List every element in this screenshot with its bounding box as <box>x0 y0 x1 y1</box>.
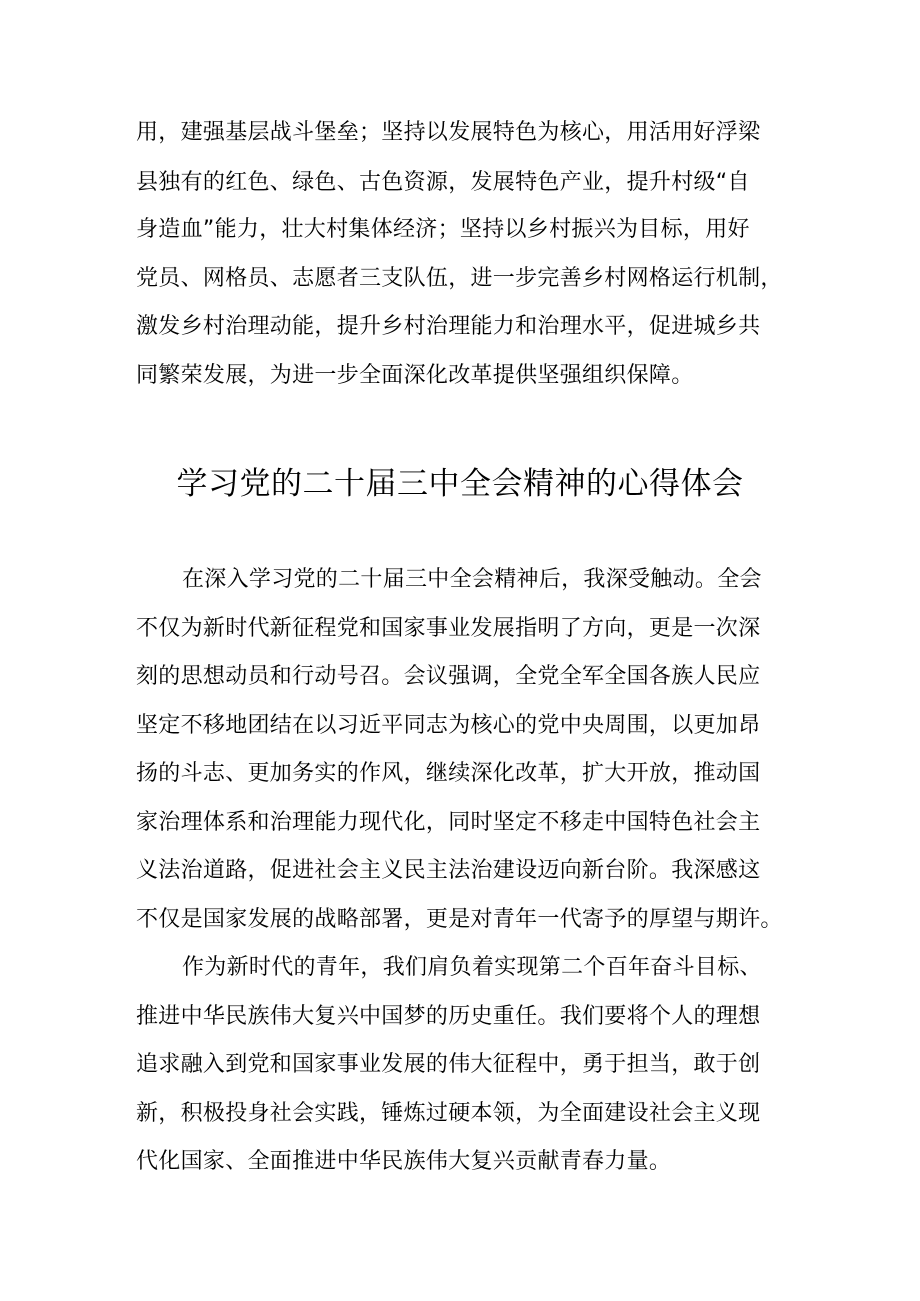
body-text-line: 在深入学习党的二十届三中全会精神后，我深受触动。全会 <box>182 567 762 592</box>
body-text-line: 家治理体系和治理能力现代化，同时坚定不移走中国特色社会主 <box>136 810 761 835</box>
body-text-line: 用，建强基层战斗堡垒；坚持以发展特色为核心，用活用好浮梁 <box>136 120 761 145</box>
body-text-line: 义法治道路，促进社会主义民主法治建设迈向新台阶。我深感这 <box>136 858 761 883</box>
body-text-line: 作为新时代的青年，我们肩负着实现第二个百年奋斗目标、 <box>182 955 762 980</box>
document-title: 学习党的二十届三中全会精神的心得体会 <box>176 466 744 502</box>
body-text-line: 党员、网格员、志愿者三支队伍，进一步完善乡村网格运行机制， <box>136 266 783 291</box>
body-text-line: 不仅是国家发展的战略部署，更是对青年一代寄予的厚望与期许。 <box>136 907 783 932</box>
body-text-line: 代化国家、全面推进中华民族伟大复兴贡献青春力量。 <box>136 1149 672 1174</box>
body-text-line: 推进中华民族伟大复兴中国梦的历史重任。我们要将个人的理想 <box>136 1004 761 1029</box>
body-text-line: 不仅为新时代新征程党和国家事业发展指明了方向，更是一次深 <box>136 616 761 641</box>
body-text-line: 激发乡村治理动能，提升乡村治理能力和治理水平，促进城乡共 <box>136 314 761 339</box>
body-text-line: 扬的斗志、更加务实的作风，继续深化改革，扩大开放，推动国 <box>136 761 761 786</box>
body-text-line: 同繁荣发展，为进一步全面深化改革提供坚强组织保障。 <box>136 363 694 388</box>
body-text-line: 新，积极投身社会实践，锤炼过硬本领，为全面建设社会主义现 <box>136 1101 761 1126</box>
body-text-line: 身造血”能力，壮大村集体经济；坚持以乡村振兴为目标，用好 <box>136 217 750 242</box>
body-text-line: 刻的思想动员和行动号召。会议强调，全党全军全国各族人民应 <box>136 664 761 689</box>
body-text-line: 县独有的红色、绿色、古色资源，发展特色产业，提升村级“自 <box>136 170 750 195</box>
body-text-line: 追求融入到党和国家事业发展的伟大征程中，勇于担当，敢于创 <box>136 1052 761 1077</box>
body-text-line: 坚定不移地团结在以习近平同志为核心的党中央周围，以更加昂 <box>136 713 761 738</box>
